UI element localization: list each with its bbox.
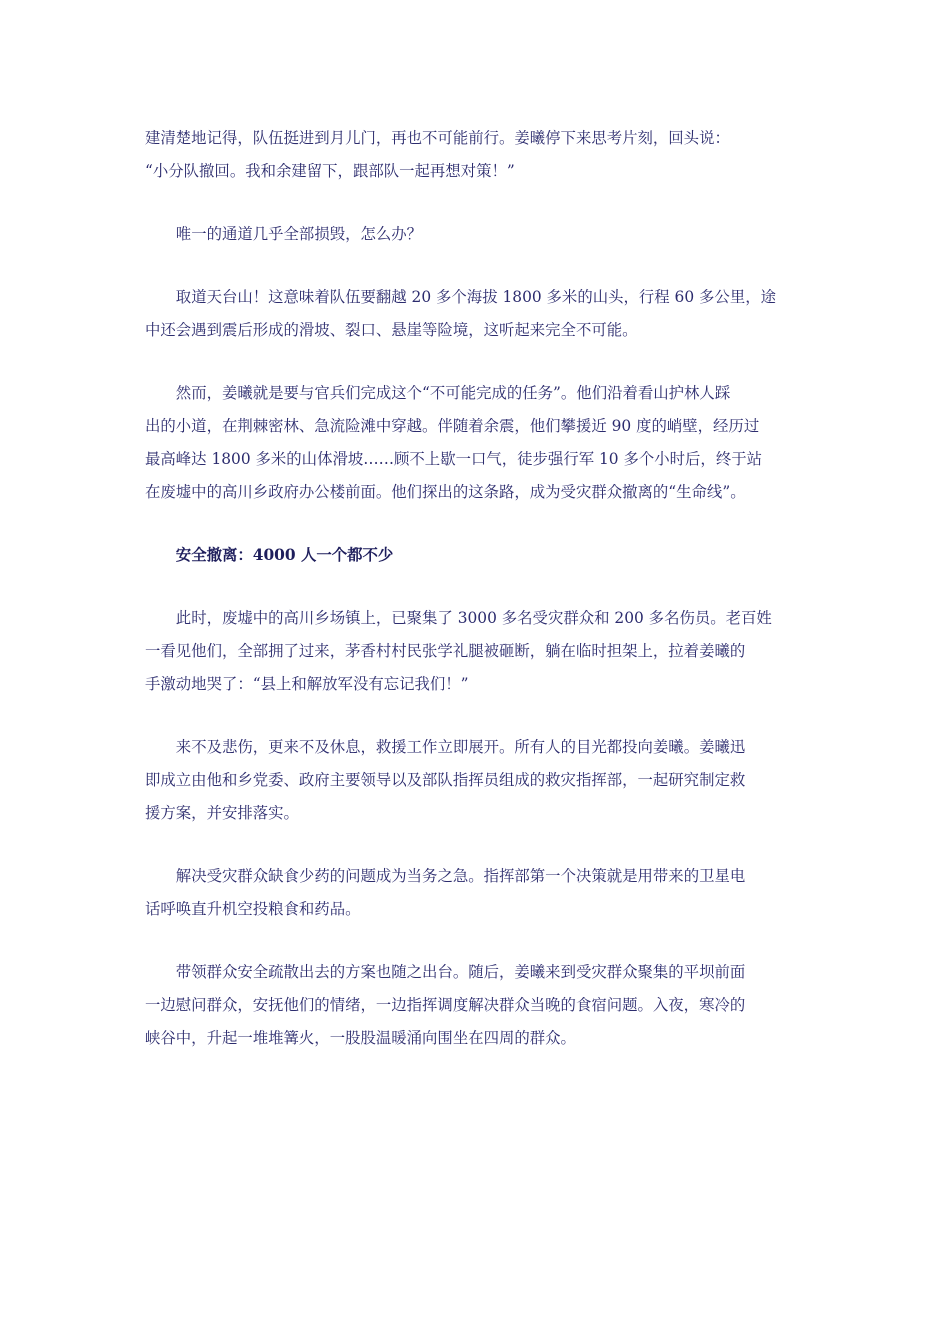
text-line: 取道天台山！这意味着队伍要翻越 20 多个海拔 1800 多米的山头，行程 60 多公里，途 (175, 288, 776, 306)
text-line: 出的小道，在荆棘密林、急流险滩中穿越。伴随着余震，他们攀援近 90 度的峭壁，经历过 (145, 417, 760, 435)
section-heading (145, 539, 809, 572)
text-line: 即成立由他和乡党委、政府主要领导以及部队指挥员组成的救灾指挥部，一起研究制定救 (145, 771, 746, 789)
text-line: 一看见他们，全部拥了过来，茅香村村民张学礼腿被砸断，躺在临时担架上，拉着姜曦的 (145, 642, 746, 660)
text-line: 然而，姜曦就是要与官兵们完成这个“不可能完成的任务”。他们沿着看山护林人踩 (175, 384, 731, 402)
text-line: 最高峰达 1800 多米的山体滑坡……顾不上歇一口气，徒步强行军 10 多个小时后，终于站 (145, 450, 762, 468)
paragraph (145, 281, 809, 347)
paragraph (145, 731, 809, 830)
paragraph (145, 860, 809, 926)
paragraph (145, 956, 809, 1055)
document-body (145, 122, 809, 1085)
text-line: 解决受灾群众缺食少药的问题成为当务之急。指挥部第一个决策就是用带来的卫星电 (175, 867, 746, 885)
text-line: 援方案，并安排落实。 (145, 804, 299, 822)
text-line: 在废墟中的高川乡政府办公楼前面。他们探出的这条路，成为受灾群众撤离的“生命线”。 (145, 483, 746, 501)
paragraph (145, 122, 809, 188)
text-line: 来不及悲伤，更来不及休息，救援工作立即展开。所有人的目光都投向姜曦。姜曦迅 (175, 738, 746, 756)
paragraph (145, 218, 809, 251)
text-line: 安全撤离：4000 人一个都不少 (175, 546, 394, 564)
text-line: 此时，废墟中的高川乡场镇上，已聚集了 3000 多名受灾群众和 200 多名伤员。老百姓 (175, 609, 772, 627)
paragraph (145, 377, 809, 509)
text-line: 一边慰问群众，安抚他们的情绪，一边指挥调度解决群众当晚的食宿问题。入夜，寒冷的 (145, 996, 746, 1014)
text-line: 唯一的通道几乎全部损毁，怎么办？ (175, 225, 423, 243)
text-line: 话呼唤直升机空投粮食和药品。 (145, 900, 361, 918)
text-line: 峡谷中，升起一堆堆篝火，一股股温暖涌向围坐在四周的群众。 (145, 1029, 576, 1047)
text-line: 带领群众安全疏散出去的方案也随之出台。随后，姜曦来到受灾群众聚集的平坝前面 (175, 963, 746, 981)
text-line: 中还会遇到震后形成的滑坡、裂口、悬崖等险境，这听起来完全不可能。 (145, 321, 638, 339)
text-line: “小分队撤回。我和余建留下，跟部队一起再想对策！” (145, 162, 515, 180)
text-line: 手激动地哭了：“县上和解放军没有忘记我们！” (145, 675, 469, 693)
paragraph (145, 602, 809, 701)
text-line: 建清楚地记得，队伍挺进到月儿门，再也不可能前行。姜曦停下来思考片刻，回头说： (145, 129, 730, 147)
